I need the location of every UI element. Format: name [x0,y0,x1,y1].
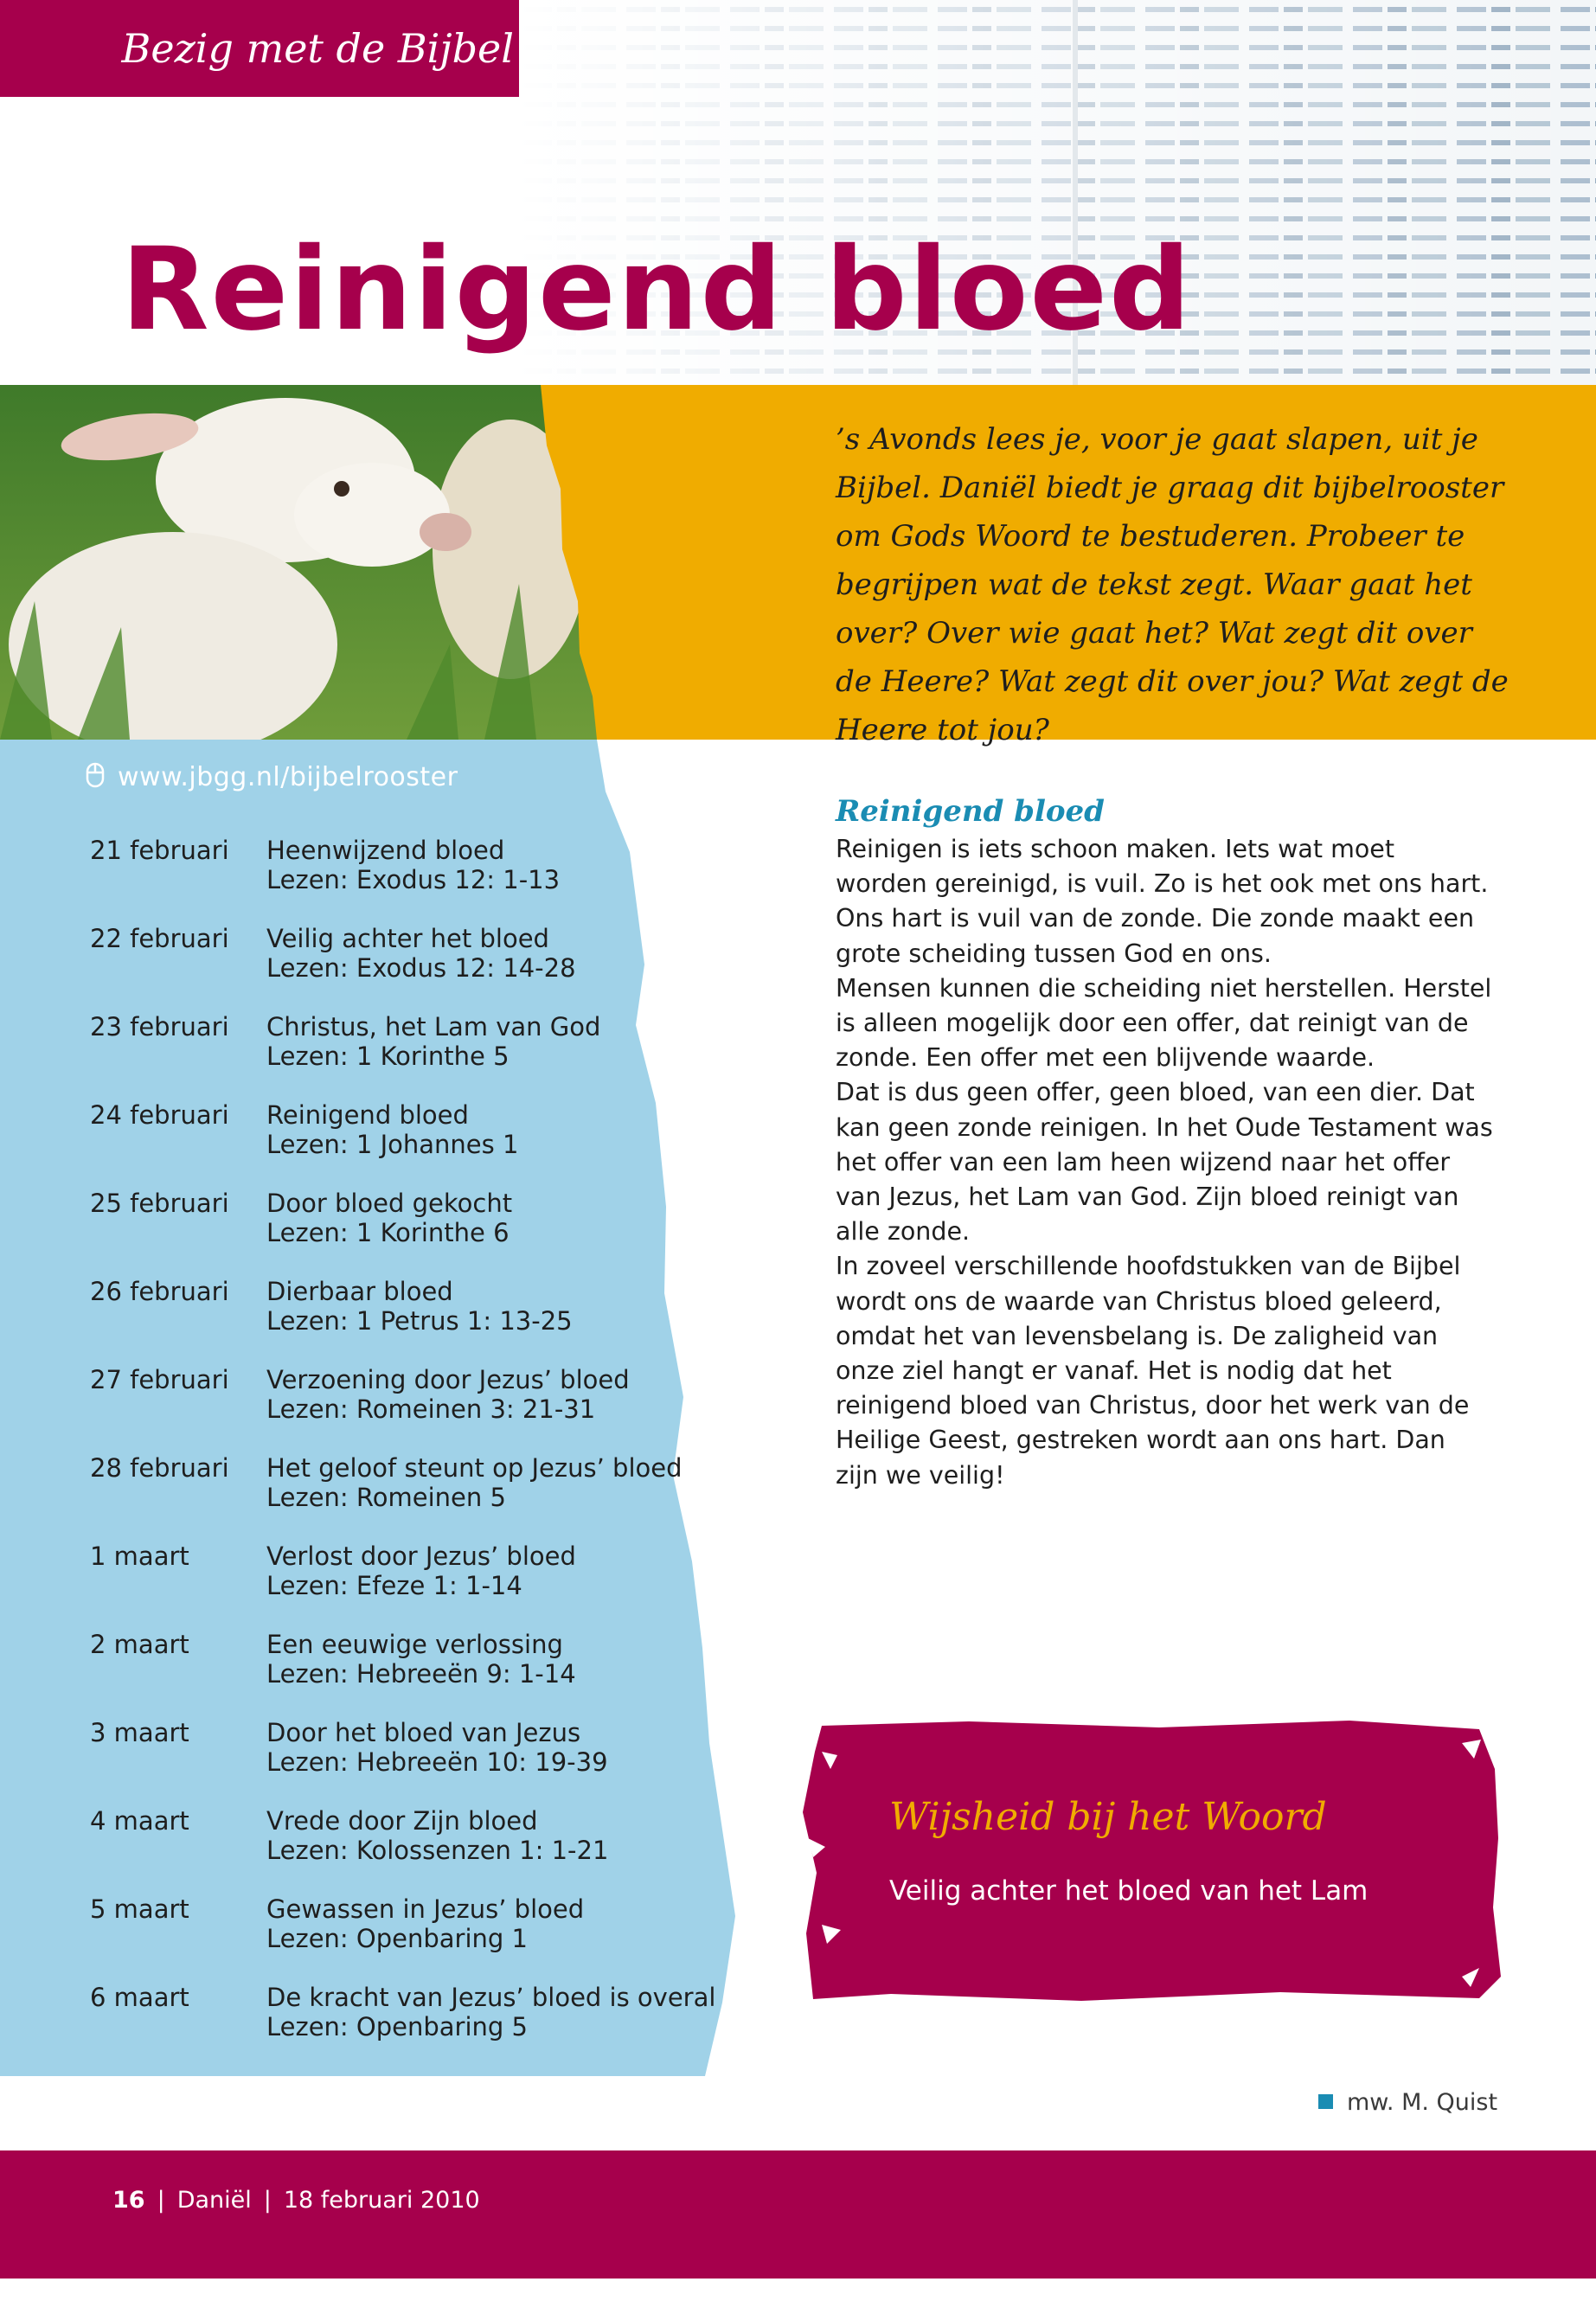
schedule-reading: Lezen: Hebreeën 10: 19-39 [266,1747,608,1777]
schedule-row [90,1894,747,1983]
schedule-date: 22 februari [90,924,229,953]
schedule-title: Een eeuwige verlossing [266,1630,563,1659]
schedule-date: 28 februari [90,1453,229,1483]
schedule-row [90,1630,747,1718]
schedule-date: 1 maart [90,1541,189,1571]
schedule-date: 26 februari [90,1277,229,1306]
schedule-reading: Lezen: Exodus 12: 14-28 [266,953,576,983]
schedule-reading: Lezen: Efeze 1: 1-14 [266,1571,522,1600]
schedule-reading: Lezen: Openbaring 1 [266,1924,528,1953]
schedule-row [90,1365,747,1453]
schedule-row [90,1012,747,1100]
schedule-row [90,1806,747,1894]
schedule-date: 23 februari [90,1012,229,1042]
article-paragraph: Reinigen is iets schoon maken. Iets wat moet worden gereinigd, is vuil. Zo is het ook met ons hart. Ons hart is vuil van de zonde. Die zonde maakt een grote scheiding tussen God en ons. [836,835,1489,968]
schedule-row [90,1100,747,1189]
schedule-reading: Lezen: 1 Korinthe 6 [266,1218,510,1247]
schedule-date: 4 maart [90,1806,189,1836]
schedule-reading: Lezen: Openbaring 5 [266,2012,528,2041]
author-marker [1318,2094,1333,2109]
schedule-link[interactable] [85,761,458,796]
schedule-row [90,1541,747,1630]
footer-separator: | [157,2187,165,2214]
magazine-name: Daniël [176,2187,252,2214]
schedule-date: 5 maart [90,1894,189,1924]
mouse-icon [85,761,106,796]
wisdom-heading: Wijsheid bij het Woord [889,1795,1327,1839]
schedule-row [90,1277,747,1365]
schedule-title: Door het bloed van Jezus [266,1718,581,1747]
schedule-title: Verlost door Jezus’ bloed [266,1541,576,1571]
schedule-row [90,1983,747,2071]
schedule-reading: Lezen: Kolossenzen 1: 1-21 [266,1836,609,1865]
intro-text: ’s Avonds lees je, voor je gaat slapen, uit je Bijbel. Daniël biedt je graag dit bijbelrooster om Gods Woord te bestuderen. Probeer te begrijpen wat de tekst zegt. Waar gaat het over? Over wie gaat het? Wat zegt dit over de Heere? Wat zegt dit over jou? Wat zegt de Heere tot jou? [836,422,1509,747]
schedule-reading: Lezen: 1 Johannes 1 [266,1130,519,1159]
schedule-row [90,924,747,1012]
schedule-title: Vrede door Zijn bloed [266,1806,538,1836]
author-credit [1318,2089,1497,2116]
footer [112,2187,480,2214]
wisdom-text: Veilig achter het bloed van het Lam [889,1875,1368,1907]
schedule-date: 6 maart [90,1983,189,2012]
article-paragraph: In zoveel verschillende hoofdstukken van de Bijbel wordt ons de waarde van Christus bloed geleerd, omdat het van levensbelang is. De zaligheid van onze ziel hangt er vanaf. Het is nodig dat het reinigend bloed van Christus, door het werk van de Heilige Geest, gestreken wordt aan ons hart. Dan zijn we veilig! [836,1252,1470,1490]
schedule-reading: Lezen: 1 Korinthe 5 [266,1042,510,1071]
schedule-title: Verzoening door Jezus’ bloed [266,1365,630,1394]
schedule-row [90,1189,747,1277]
schedule-link-text: www.jbgg.nl/bijbelrooster [118,762,458,792]
article-body [836,832,1493,1493]
schedule-date: 2 maart [90,1630,189,1659]
footer-bar [0,2150,1596,2279]
schedule-reading: Lezen: Hebreeën 9: 1-14 [266,1659,576,1689]
schedule-date: 25 februari [90,1189,229,1218]
page-number: 16 [112,2187,145,2214]
reading-schedule [90,836,747,2071]
schedule-reading: Lezen: Exodus 12: 1-13 [266,865,561,894]
schedule-row [90,1718,747,1806]
wisdom-box [796,1717,1505,2004]
schedule-date: 3 maart [90,1718,189,1747]
schedule-reading: Lezen: 1 Petrus 1: 13-25 [266,1306,573,1336]
schedule-title: Het geloof steunt op Jezus’ bloed [266,1453,683,1483]
article-paragraph: Dat is dus geen offer, geen bloed, van een dier. Dat kan geen zonde reinigen. In het Oude Testament was het offer van een lam heen wijzend naar het offer van Jezus, het Lam van God. Zijn bloed reinigt van alle zonde. [836,1078,1493,1247]
schedule-title: Veilig achter het bloed [266,924,549,953]
schedule-title: Christus, het Lam van God [266,1012,601,1042]
article-heading: Reinigend bloed [836,794,1105,829]
schedule-title: De kracht van Jezus’ bloed is overal [266,1983,716,2012]
schedule-date: 24 februari [90,1100,229,1130]
schedule-date: 27 februari [90,1365,229,1394]
schedule-row [90,836,747,924]
issue-date: 18 februari 2010 [283,2187,480,2214]
schedule-date: 21 februari [90,836,229,865]
schedule-row [90,1453,747,1541]
footer-separator: | [263,2187,272,2214]
schedule-title: Reinigend bloed [266,1100,469,1130]
schedule-title: Heenwijzend bloed [266,836,505,865]
schedule-title: Dierbaar bloed [266,1277,453,1306]
schedule-reading: Lezen: Romeinen 3: 21-31 [266,1394,596,1424]
page-title: Reinigend bloed [121,223,1193,356]
article-paragraph: Mensen kunnen die scheiding niet herstellen. Herstel is alleen mogelijk door een offer, dat reinigt van de zonde. Een offer met een blijvende waarde. [836,973,1492,1073]
schedule-reading: Lezen: Romeinen 5 [266,1483,506,1512]
author-name: mw. M. Quist [1347,2089,1498,2116]
schedule-title: Gewassen in Jezus’ bloed [266,1894,585,1924]
schedule-title: Door bloed gekocht [266,1189,513,1218]
section-label: Bezig met de Bijbel [0,0,535,97]
